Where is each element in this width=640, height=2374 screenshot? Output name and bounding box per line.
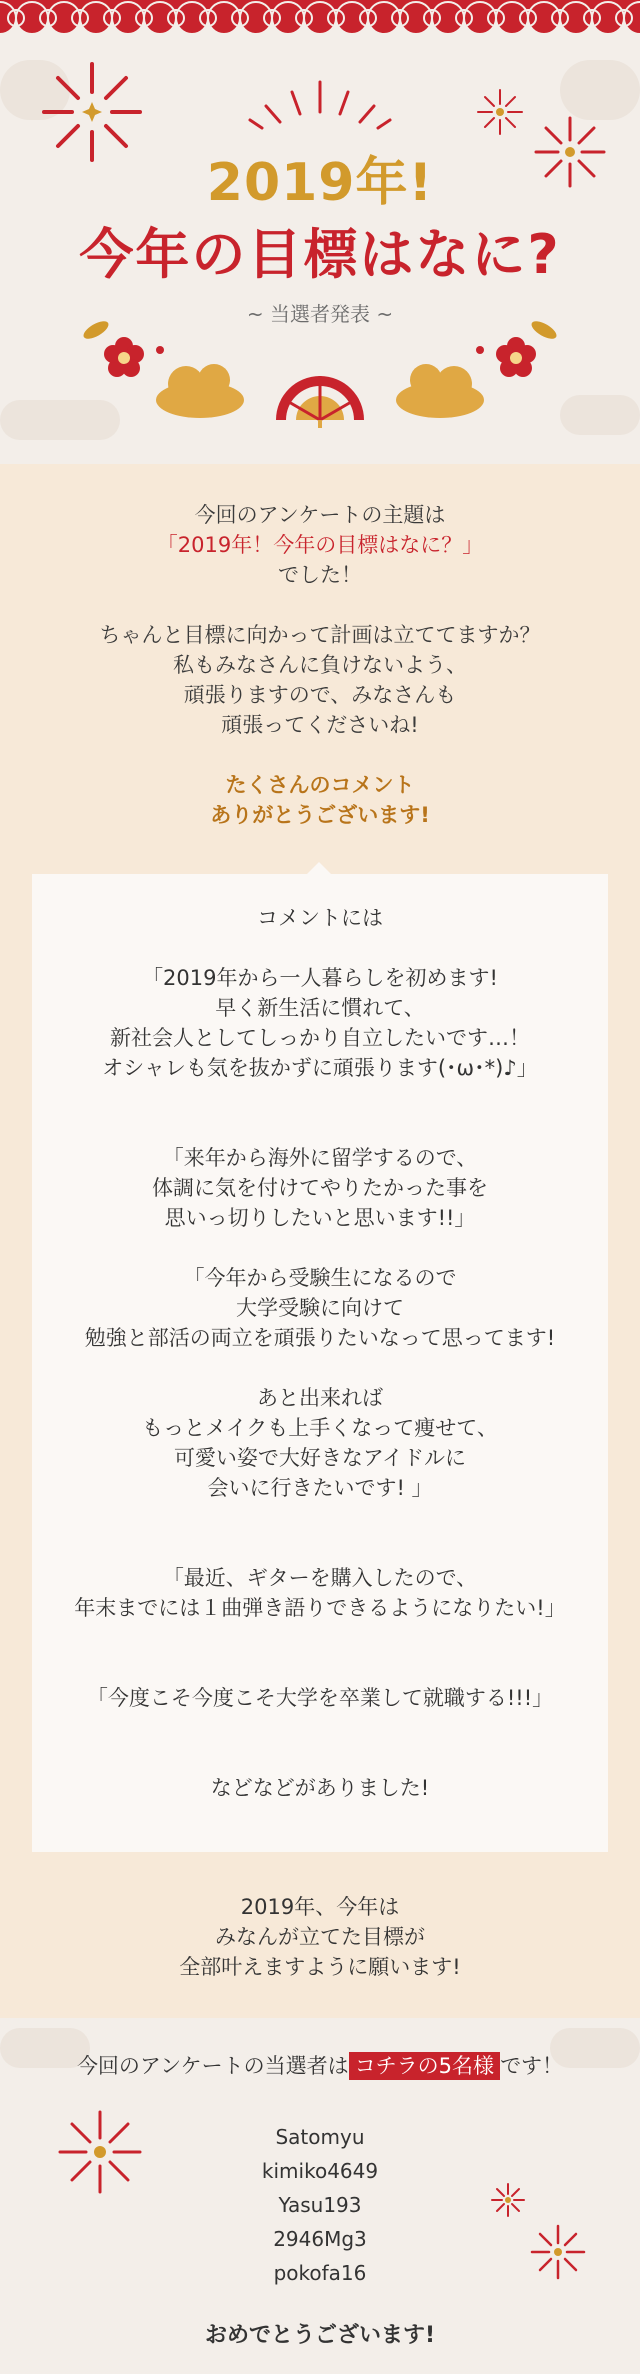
comments-heading: コメントには xyxy=(257,906,383,930)
intro-text: でした！ xyxy=(278,563,362,587)
intro-text: 頑張りますので、みなさんも xyxy=(183,683,457,707)
congrats-text: おめでとうございます! xyxy=(204,2323,436,2348)
thanks-text: たくさんのコメント xyxy=(225,773,415,797)
list-item: Satomyu xyxy=(275,2125,365,2149)
comment-line: 体調に気を付けてやりたかった事を xyxy=(152,1176,488,1200)
intro-text: 頑張ってくださいね! xyxy=(221,713,419,737)
list-item: 2946Mg3 xyxy=(273,2227,367,2251)
comment-line: 会いに行きたいです! 」 xyxy=(207,1476,433,1500)
comment-line: 「来年から海外に留学するので、 xyxy=(162,1146,478,1170)
intro-section xyxy=(0,500,640,830)
wave-pattern-icon xyxy=(0,0,640,34)
winners-heading-text: です！ xyxy=(500,2054,564,2078)
list-item: Yasu193 xyxy=(278,2193,362,2217)
comment-line: あと出来れば xyxy=(257,1386,383,1410)
comment-line: 新社会人としてしっかり自立したいです…！ xyxy=(110,1026,530,1050)
intro-text: 今回のアンケートの主題は xyxy=(194,503,446,527)
comment-line: 可愛い姿で大好きなアイドルに xyxy=(173,1446,467,1470)
comment-line: もっとメイクも上手くなって痩せて、 xyxy=(142,1416,498,1440)
winners-heading-text: 今回のアンケートの当選者は xyxy=(76,2054,349,2078)
plum-flower-icon xyxy=(104,337,144,377)
burst-lines-icon xyxy=(250,82,390,128)
list-item: kimiko4649 xyxy=(261,2159,379,2183)
outro-text: 全部叶えますように願います! xyxy=(179,1955,461,1979)
survey-theme: 「2019年！今年の目標はなに？」 xyxy=(156,533,484,557)
winner-list xyxy=(0,2120,640,2290)
comment-line: 「2019年から一人暮らしを初めます! xyxy=(142,966,498,990)
comment-line: オシャレも気を抜かずに頑張ります(･ω･*)♪」 xyxy=(102,1056,538,1080)
outro-text: みなんが立てた目標が xyxy=(215,1925,425,1949)
comment-line: 「最近、ギターを購入したので、 xyxy=(162,1566,478,1590)
hero-title-year: 2019年! xyxy=(206,153,434,213)
winners-heading xyxy=(0,2050,640,2080)
winners-count-tag: コチラの5名様 xyxy=(349,2052,500,2080)
intro-text: ちゃんと目標に向かって計画は立ててますか？ xyxy=(99,623,541,647)
outro-text: 2019年、今年は xyxy=(240,1895,400,1919)
hero-banner xyxy=(0,0,640,464)
comment-line: 大学受験に向けて xyxy=(236,1296,404,1320)
comment-line: 思いっ切りしたいと思います!!」 xyxy=(164,1206,476,1230)
winners-section xyxy=(0,2018,640,2374)
comment-line: 「今度こそ今度こそ大学を卒業して就職する!!!」 xyxy=(86,1686,554,1710)
plum-flower-icon xyxy=(496,337,536,377)
fan-icon xyxy=(276,376,364,428)
comment-line: 「今年から受験生になるので xyxy=(183,1266,457,1290)
comments-closing: などなどがありました! xyxy=(210,1776,430,1800)
comment-line: 早く新生活に慣れて、 xyxy=(215,996,425,1020)
intro-text: 私もみなさんに負けないよう、 xyxy=(173,653,467,677)
list-item: pokofa16 xyxy=(273,2261,367,2285)
comments-list xyxy=(32,903,608,1803)
hero-title-main: 今年の目標はなに? xyxy=(79,223,561,286)
hero-subtitle: ~ 当選者発表 ~ xyxy=(246,302,394,326)
comment-line: 勉強と部活の両立を頑張りたいなって思ってます! xyxy=(84,1326,556,1350)
thanks-text: ありがとうございます! xyxy=(210,803,430,827)
comment-line: 年末までには１曲弾き語りできるようになりたい!」 xyxy=(74,1596,566,1620)
firework-icon xyxy=(478,90,522,134)
outro-section xyxy=(0,1892,640,1982)
